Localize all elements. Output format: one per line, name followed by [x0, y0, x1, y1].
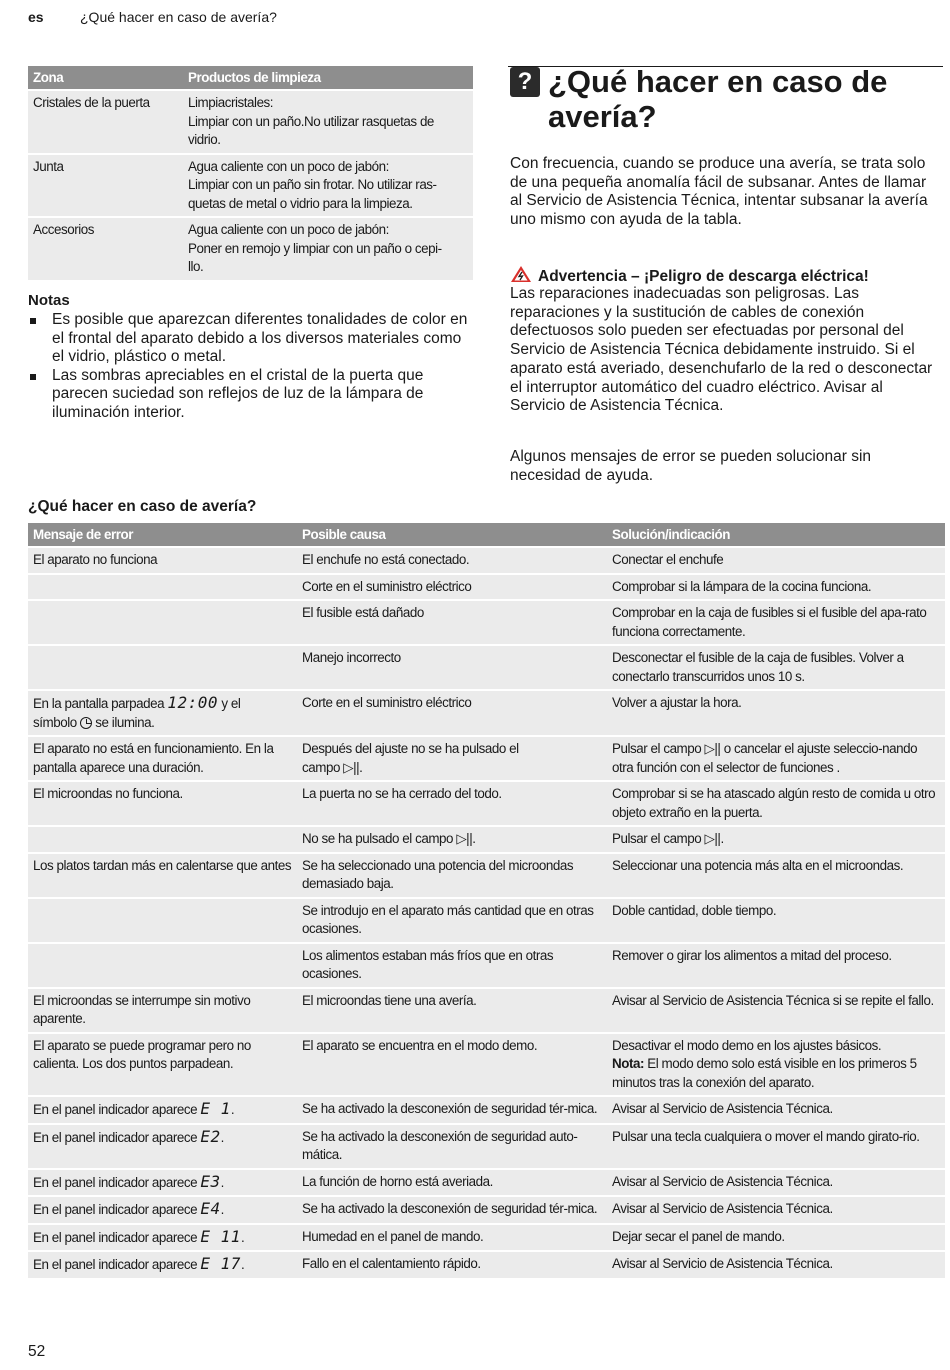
square-bullet-icon — [30, 374, 36, 380]
table-row — [28, 854, 945, 897]
table-row — [28, 575, 945, 600]
solution-cell: Comprobar en la caja de fusibles si el fusible del apa-rato funciona correctamente. — [607, 601, 945, 644]
error-cell: Los platos tardan más en calentarse que antes — [28, 854, 297, 897]
error-cell: El aparato no está en funcionamiento. En la pantalla aparece una duración. — [28, 737, 297, 780]
zone-cell: Junta — [28, 155, 183, 217]
header-possible-cause: Posible causa — [297, 523, 607, 546]
error-text: En el panel indicador aparece — [33, 1129, 201, 1145]
display-time: 12:00 — [167, 693, 219, 712]
solution-cell: Desconectar el fusible de la caja de fusibles. Volver a conectarlo transcurridos unos 10 s. — [607, 646, 945, 689]
display-code: E 11 — [200, 1226, 241, 1246]
note-text: El modo demo solo está visible en los primeros 5 minutos tras la conexión del aparato. — [612, 1056, 917, 1090]
header-zone: Zona — [28, 66, 183, 89]
header-products: Productos de limpieza — [183, 66, 473, 89]
error-text: En la pantalla parpadea — [33, 696, 168, 711]
products-line: Limpiar con un paño.No utilizar rasquetas de — [188, 113, 434, 129]
products-cell — [183, 155, 473, 217]
table-row — [28, 646, 945, 689]
solution-text: Pulsar el campo — [612, 831, 705, 846]
products-line: Limpiacristales: — [188, 95, 274, 110]
solution-cell: Dejar secar el panel de mando. — [607, 1225, 945, 1251]
zone-cell: Cristales de la puerta — [28, 91, 183, 153]
table-row — [28, 548, 945, 573]
solution-cell: Comprobar si se ha atascado algún resto de comida u otro objeto extraño en la puerta. — [607, 782, 945, 825]
error-text: En el panel indicador aparece — [33, 1174, 201, 1190]
note-label: Nota: — [612, 1056, 644, 1071]
error-cell: El microondas no funciona. — [28, 782, 297, 825]
solution-cell: Avisar al Servicio de Asistencia Técnica. — [607, 1170, 945, 1196]
solution-cell: Seleccionar una potencia más alta en el microondas. — [607, 854, 945, 897]
start-pause-icon: ▷|| — [704, 831, 721, 846]
cause-cell: La función de horno está averiada. — [297, 1170, 607, 1196]
products-cell — [183, 218, 473, 280]
table-row — [28, 827, 945, 852]
error-text: . — [220, 1202, 224, 1217]
table-row — [28, 1034, 945, 1096]
error-cell-empty — [28, 575, 297, 600]
error-text: En el panel indicador aparece — [33, 1202, 201, 1217]
products-line: Poner en remojo y limpiar con un paño o cepi- — [188, 240, 442, 256]
cause-cell: El microondas tiene una avería. — [297, 989, 607, 1032]
display-code: E4 — [200, 1199, 221, 1218]
error-cell: El aparato se puede programar pero no calienta. Los dos puntos parpadean. — [28, 1034, 297, 1096]
error-text: . — [240, 1229, 245, 1245]
cause-cell: Se ha seleccionado una potencia del microondas demasiado baja. — [297, 854, 607, 897]
cause-cell: Corte en el suministro eléctrico — [297, 575, 607, 600]
error-cell — [28, 691, 297, 735]
error-text: . — [230, 1102, 235, 1117]
notes-heading: Notas — [28, 292, 70, 309]
solution-cell: Avisar al Servicio de Asistencia Técnica. — [607, 1252, 945, 1278]
error-messages-note: Algunos mensajes de error se pueden solucionar sin necesidad de ayuda. — [510, 448, 872, 484]
error-text: En el panel indicador aparece — [33, 1229, 201, 1245]
demo-note — [612, 1055, 940, 1092]
solution-cell — [607, 827, 945, 852]
cleaning-table — [28, 64, 473, 282]
table-row — [28, 155, 473, 217]
cause-text: campo — [302, 759, 344, 775]
cause-cell: Humedad en el panel de mando. — [297, 1225, 607, 1251]
warning-heading — [510, 265, 869, 286]
start-pause-icon: ▷|| — [456, 831, 473, 846]
products-line: Agua caliente con un poco de jabón: — [188, 158, 389, 174]
solution-cell — [607, 737, 945, 780]
cause-cell: Se ha activado la desconexión de seguridad auto-mática. — [297, 1125, 607, 1168]
error-cell: El aparato no funciona — [28, 548, 297, 573]
page-number: 52 — [28, 1343, 46, 1360]
error-cell — [28, 1252, 297, 1278]
error-text: En el panel indicador aparece — [33, 1257, 201, 1272]
error-text: . — [240, 1257, 245, 1272]
cause-cell: Se ha activado la desconexión de seguridad tér-mica. — [297, 1097, 607, 1123]
cause-cell: Manejo incorrecto — [297, 646, 607, 689]
table-row — [28, 91, 473, 153]
cause-text: . — [472, 831, 476, 846]
table-row — [28, 899, 945, 942]
cause-text: No se ha pulsado el campo — [302, 831, 457, 846]
products-line: llo. — [188, 259, 204, 274]
start-pause-icon: ▷|| — [343, 759, 360, 775]
products-cell — [183, 91, 473, 153]
note-text: Es posible que aparezcan diferentes tonalidades de color en el frontal del aparato debido a los diversos materiales como el vidrio, plástico o metal. — [52, 311, 468, 366]
display-code: E 1 — [200, 1099, 231, 1118]
solution-cell: Avisar al Servicio de Asistencia Técnica si se repite el fallo. — [607, 989, 945, 1032]
error-cell-empty — [28, 899, 297, 942]
fault-table — [28, 521, 945, 1280]
warning-triangle-icon — [510, 265, 532, 283]
table-row — [28, 1125, 945, 1168]
error-text: y el — [218, 696, 241, 711]
cause-cell — [297, 827, 607, 852]
table-row — [28, 989, 945, 1032]
solution-text: o cancelar el ajuste seleccio-nando otra función con el selector de funciones . — [612, 741, 918, 775]
error-text: . — [220, 1129, 224, 1145]
cause-text: . — [359, 759, 363, 775]
solution-cell: Avisar al Servicio de Asistencia Técnica. — [607, 1097, 945, 1123]
warning-title: Advertencia – ¡Peligro de descarga eléctrica! — [538, 268, 869, 285]
table-row — [28, 782, 945, 825]
error-cell-empty — [28, 944, 297, 987]
display-code: E2 — [200, 1126, 221, 1146]
list-item — [28, 311, 468, 367]
table-row — [28, 1225, 945, 1251]
error-cell-empty — [28, 646, 297, 689]
cause-text: Después del ajuste no se ha pulsado el — [302, 741, 519, 756]
solution-text: Desactivar el modo demo en los ajustes básicos. — [612, 1037, 882, 1053]
running-header-title: ¿Qué hacer en caso de avería? — [80, 9, 277, 25]
error-text: símbolo — [33, 714, 81, 730]
table-row — [28, 737, 945, 780]
products-line: Agua caliente con un poco de jabón: — [188, 222, 389, 237]
solution-cell: Volver a ajustar la hora. — [607, 691, 945, 735]
error-cell-empty — [28, 601, 297, 644]
cause-cell: Los alimentos estaban más fríos que en otras ocasiones. — [297, 944, 607, 987]
error-cell — [28, 1097, 297, 1123]
solution-cell: Pulsar una tecla cualquiera o mover el mando girato-rio. — [607, 1125, 945, 1168]
cause-cell: El enchufe no está conectado. — [297, 548, 607, 573]
error-cell: El microondas se interrumpe sin motivo aparente. — [28, 989, 297, 1032]
products-line: Limpiar con un paño sin frotar. No utilizar ras- — [188, 177, 437, 192]
error-cell — [28, 1225, 297, 1251]
fault-table-header — [28, 523, 945, 546]
display-code: E3 — [200, 1171, 221, 1191]
table-row — [28, 601, 945, 644]
table-row — [28, 1097, 945, 1123]
display-code: E 17 — [200, 1254, 241, 1273]
cause-cell: El fusible está dañado — [297, 601, 607, 644]
cleaning-table-header — [28, 66, 473, 89]
products-line: quetas de metal o vidrio para la limpieza. — [188, 195, 413, 211]
cause-cell: La puerta no se ha cerrado del todo. — [297, 782, 607, 825]
cause-cell: Se ha activado la desconexión de seguridad tér-mica. — [297, 1197, 607, 1223]
table-row — [28, 218, 473, 280]
table-row — [28, 1197, 945, 1223]
table-row — [28, 944, 945, 987]
solution-cell: Comprobar si la lámpara de la cocina funciona. — [607, 575, 945, 600]
solution-text: Pulsar el campo — [612, 741, 705, 756]
error-cell-empty — [28, 827, 297, 852]
error-text: . — [220, 1174, 224, 1190]
error-cell — [28, 1197, 297, 1223]
error-text: se ilumina. — [92, 714, 155, 730]
cause-cell: Corte en el suministro eléctrico — [297, 691, 607, 735]
solution-text: . — [720, 831, 724, 846]
cause-cell: El aparato se encuentra en el modo demo. — [297, 1034, 607, 1096]
header-error-message: Mensaje de error — [28, 523, 297, 546]
zone-cell: Accesorios — [28, 218, 183, 280]
section-title: ¿Qué hacer en caso de avería? — [548, 64, 888, 134]
intro-paragraph: Con frecuencia, cuando se produce una avería, se trata solo de una pequeña anomalía fácil de subsanar. Antes de llamar al Servicio de Asistencia Técnica, intentar subsanar la avería uno mismo con ayuda de la tabla. — [510, 155, 928, 229]
error-cell — [28, 1170, 297, 1196]
table-row — [28, 691, 945, 735]
square-bullet-icon — [30, 318, 36, 324]
error-cell — [28, 1125, 297, 1168]
error-text: En el panel indicador aparece — [33, 1102, 201, 1117]
clock-icon — [80, 717, 92, 729]
notes-list — [28, 311, 468, 423]
note-text: Las sombras apreciables en el cristal de la puerta que parecen suciedad son reflejos de luz de la lámpara de iluminación interior. — [52, 366, 424, 421]
start-pause-icon: ▷|| — [704, 741, 721, 756]
list-item — [28, 367, 468, 423]
language-code: es — [28, 9, 44, 25]
solution-cell: Avisar al Servicio de Asistencia Técnica. — [607, 1197, 945, 1223]
table-row — [28, 1252, 945, 1278]
solution-cell — [607, 1034, 945, 1096]
products-line: vidrio. — [188, 132, 221, 147]
cause-cell — [297, 737, 607, 780]
cause-cell: Se introdujo en el aparato más cantidad que en otras ocasiones. — [297, 899, 607, 942]
question-icon: ? — [510, 67, 540, 97]
solution-cell: Doble cantidad, doble tiempo. — [607, 899, 945, 942]
solution-cell: Conectar el enchufe — [607, 548, 945, 573]
cause-cell: Fallo en el calentamiento rápido. — [297, 1252, 607, 1278]
warning-body: Las reparaciones inadecuadas son peligrosas. Las reparaciones y la sustitución de cables de conexión defectuosos solo pueden ser efectuadas por personal del Servicio de Asistencia Técnica debidamente instruido. Si el aparato está averiado, desenchufarlo de la red o desconectar el interruptor automático del cuadro eléctrico. Avisar al Servicio de Asistencia Técnica. — [510, 285, 933, 415]
table-row — [28, 1170, 945, 1196]
fault-table-title: ¿Qué hacer en caso de avería? — [28, 498, 257, 515]
solution-cell: Remover o girar los alimentos a mitad del proceso. — [607, 944, 945, 987]
header-solution: Solución/indicación — [607, 523, 945, 546]
